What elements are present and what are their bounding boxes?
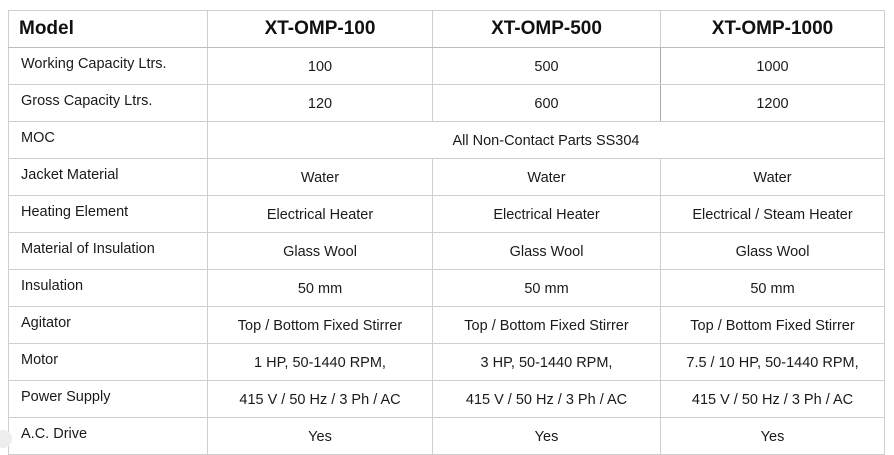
cell-value: 415 V / 50 Hz / 3 Ph / AC	[433, 381, 661, 418]
cell-value: 415 V / 50 Hz / 3 Ph / AC	[208, 381, 433, 418]
cell-value: Glass Wool	[433, 233, 661, 270]
cell-value: 3 HP, 50-1440 RPM,	[433, 344, 661, 381]
table-row	[9, 418, 885, 455]
table-row	[9, 344, 885, 381]
cell-value: 120	[208, 85, 433, 122]
table-row	[9, 381, 885, 418]
cell-value: Top / Bottom Fixed Stirrer	[661, 307, 885, 344]
header-model-2: XT-OMP-500	[433, 11, 661, 48]
table-row	[9, 196, 885, 233]
cell-value: 1000	[661, 48, 885, 85]
cell-value: Electrical Heater	[208, 196, 433, 233]
row-label: Working Capacity Ltrs.	[9, 48, 208, 85]
header-model-3: XT-OMP-1000	[661, 11, 885, 48]
header-model-label: Model	[9, 11, 208, 48]
table-row	[9, 85, 885, 122]
cell-value: 50 mm	[661, 270, 885, 307]
row-label: A.C. Drive	[9, 418, 208, 455]
row-label: Jacket Material	[9, 159, 208, 196]
table-row	[9, 48, 885, 85]
cell-value: 100	[208, 48, 433, 85]
cell-value: 1200	[661, 85, 885, 122]
table-row	[9, 270, 885, 307]
merged-cell-value: All Non-Contact Parts SS304	[208, 122, 885, 159]
cell-value: 7.5 / 10 HP, 50-1440 RPM,	[661, 344, 885, 381]
cell-value: 500	[433, 48, 661, 85]
cell-value: Top / Bottom Fixed Stirrer	[208, 307, 433, 344]
table-row	[9, 233, 885, 270]
header-row	[9, 11, 885, 48]
cell-value: 50 mm	[433, 270, 661, 307]
table-row	[9, 122, 885, 159]
cell-value: Glass Wool	[208, 233, 433, 270]
cell-value: Yes	[661, 418, 885, 455]
cell-value: 1 HP, 50-1440 RPM,	[208, 344, 433, 381]
row-label: Insulation	[9, 270, 208, 307]
cell-value: 50 mm	[208, 270, 433, 307]
cell-value: Glass Wool	[661, 233, 885, 270]
cell-value: Water	[208, 159, 433, 196]
row-label: Gross Capacity Ltrs.	[9, 85, 208, 122]
table-row	[9, 307, 885, 344]
cell-value: Water	[433, 159, 661, 196]
row-label: Material of Insulation	[9, 233, 208, 270]
row-label: MOC	[9, 122, 208, 159]
cell-value: Electrical / Steam Heater	[661, 196, 885, 233]
cell-value: 600	[433, 85, 661, 122]
row-label: Motor	[9, 344, 208, 381]
cell-value: Top / Bottom Fixed Stirrer	[433, 307, 661, 344]
specification-table	[8, 10, 885, 455]
row-label: Agitator	[9, 307, 208, 344]
row-label: Heating Element	[9, 196, 208, 233]
cell-value: Water	[661, 159, 885, 196]
header-model-1: XT-OMP-100	[208, 11, 433, 48]
cell-value: Yes	[208, 418, 433, 455]
table-row	[9, 159, 885, 196]
cell-value: Electrical Heater	[433, 196, 661, 233]
cell-value: 415 V / 50 Hz / 3 Ph / AC	[661, 381, 885, 418]
row-label: Power Supply	[9, 381, 208, 418]
cell-value: Yes	[433, 418, 661, 455]
